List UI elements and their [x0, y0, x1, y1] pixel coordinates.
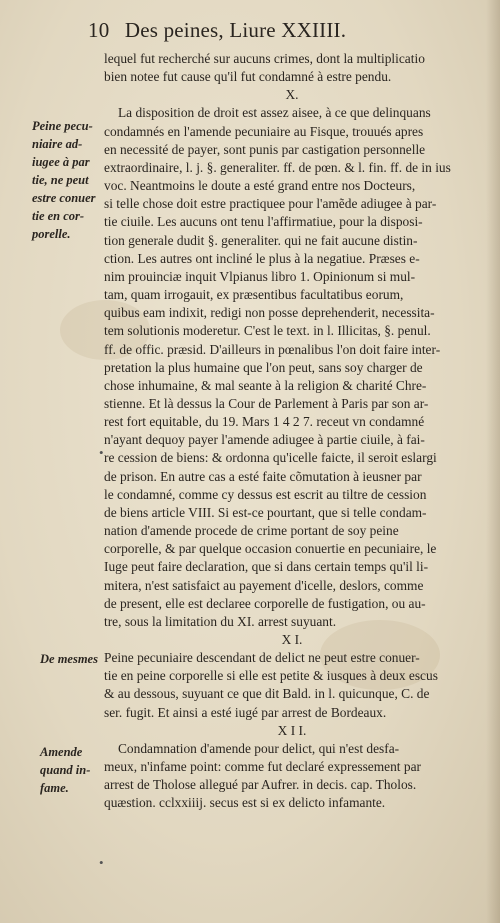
text-line: voc. Neantmoins le doute a esté grand entre nos Docteurs, [104, 178, 416, 194]
section-number: X I. [281, 632, 303, 647]
text-line: en necessité de payer, sont punis par castigation personnelle [104, 141, 426, 157]
text-line: Peine pecuniaire descendant de delict ne peut estre conuer- [104, 650, 420, 666]
text-line: n'ayant dequoy payer l'amende adiugee à partie ciuile, à fai- [104, 432, 425, 448]
text-line: tam, quam irrogauit, ex præsentibus facultatibus eorum, [104, 287, 404, 303]
text-line: tem solutionis moderetur. C'est le text. in l. Illicitas, §. penul. [104, 323, 431, 339]
text-line: tre, sous la limitation du XI. arrest suyuant. [104, 613, 337, 629]
margin-note-line: niaire ad- [32, 137, 83, 151]
section-number: X I I. [277, 722, 307, 738]
text-line: extraordinaire, l. j. §. generaliter. ff. de pœn. & l. fin. ff. de in ius [104, 159, 451, 175]
text-line: pretation la plus humaine que l'on peut, sans soy charger de [104, 359, 423, 375]
margin-note-line: iugee à par [32, 155, 90, 169]
text-line: tie en peine corporelle si elle est petite & iusques à deux escus [104, 668, 438, 684]
text-line: ser. fugit. Et ainsi a esté iugé par arrest de Bordeaux. [104, 704, 387, 720]
text-line: rest fort equitable, du 19. Mars 1 4 2 7. receut vn condamné [104, 414, 425, 430]
text-line: le condamné, comme cy dessus est escrit au tiltre de cession [104, 486, 427, 502]
text-line: bien notee fut cause qu'il fut condamné à estre pendu. [104, 69, 392, 85]
page-gutter-shadow [486, 0, 500, 923]
body-text [104, 50, 490, 813]
margin-note-de-mesmes [40, 650, 112, 668]
text-line: Condamnation d'amende pour delict, qui n'est desfa- [118, 740, 400, 756]
text-line: de present, elle est declaree corporelle de fustigation, ou au- [104, 595, 426, 611]
text-line: quibus eam indixit, redigi non posse deprehenderit, necessita- [104, 305, 435, 321]
text-line: ction. Les autres ont incliné le plus à la negatiue. Præses e- [104, 250, 420, 266]
page-header [88, 18, 488, 43]
text-line: La disposition de droit est assez aisee, à ce que delinquans [118, 105, 431, 121]
margin-note-line: Amende [40, 745, 83, 759]
text-line: si telle chose doit estre practiquee pour l'amẽde adiugee à par- [104, 196, 437, 212]
text-line: nim prouinciæ inquit Vlpianus libro 1. Opinionum si mul- [104, 268, 416, 284]
text-line: & au dessous, suyuant ce que dit Bald. in l. quicunque, C. de [104, 686, 430, 702]
text-line: stienne. Et là dessus la Cour de Parlement à Paris par son ar- [104, 395, 429, 411]
margin-note-line: quand in- [40, 763, 91, 777]
text-line: nation d'amende procede de crime portant de soy peine [104, 523, 399, 539]
text-line: re cession de biens: & ordonna qu'icelle faicte, il seroit eslargi [104, 450, 437, 466]
margin-note-line: estre conuer [32, 191, 96, 205]
margin-note-peine-pecuniaire [32, 117, 104, 243]
running-title: Des peines, Liure XXIIII. [124, 18, 347, 42]
margin-note-line: De mesmes [40, 652, 98, 666]
text-line: mitera, n'est satisfaict au payement d'icelle, deslors, comme [104, 577, 424, 593]
margin-note-line: fame. [40, 781, 69, 795]
text-line: condamnés en l'amende pecuniaire au Fisque, trouués apres [104, 123, 424, 139]
margin-mark-icon: • [99, 445, 104, 460]
page-number: 10 [88, 18, 110, 42]
text-line: chose inhumaine, & mal seante à la religion & charité Chre- [104, 377, 427, 393]
text-line: meux, n'infame point: comme fut declaré expressement par [104, 759, 421, 775]
text-line: Iuge peut faire declaration, que si dans certain temps qu'il li- [104, 559, 429, 575]
margin-mark-icon: • [99, 855, 104, 870]
margin-note-line: Peine pecu- [32, 119, 93, 133]
text-line: tie ciuile. Les aucuns ont tenu l'affirmatiue, pour la disposi- [104, 214, 423, 230]
margin-note-line: tie en cor- [32, 209, 85, 223]
text-line: corporelle, & par quelque occasion conuertie en pecuniaire, le [104, 541, 437, 557]
text-line: arrest de Tholose allegué par Aufrer. in decis. cap. Tholos. [104, 777, 417, 793]
margin-note-line: porelle. [32, 227, 71, 241]
text-line: de biens article VIII. Si est-ce pourtant, que si telle condam- [104, 504, 427, 520]
text-line: de prison. En autre cas a esté faite cõmutation à ieusner par [104, 468, 422, 484]
margin-note-amende-infame [40, 743, 112, 797]
text-line: lequel fut recherché sur aucuns crimes, dont la multiplicatio [104, 51, 425, 66]
section-number: X. [285, 87, 299, 103]
text-line: ff. de offic. præsid. D'ailleurs in pœnalibus l'on doit faire inter- [104, 341, 441, 357]
margin-note-line: tie, ne peut [32, 173, 89, 187]
text-line: quæstion. cclxxiiij. secus est si ex delicto infamante. [104, 795, 386, 811]
text-line: tion generale dudit §. generaliter. qui ne fait aucune distin- [104, 232, 418, 248]
